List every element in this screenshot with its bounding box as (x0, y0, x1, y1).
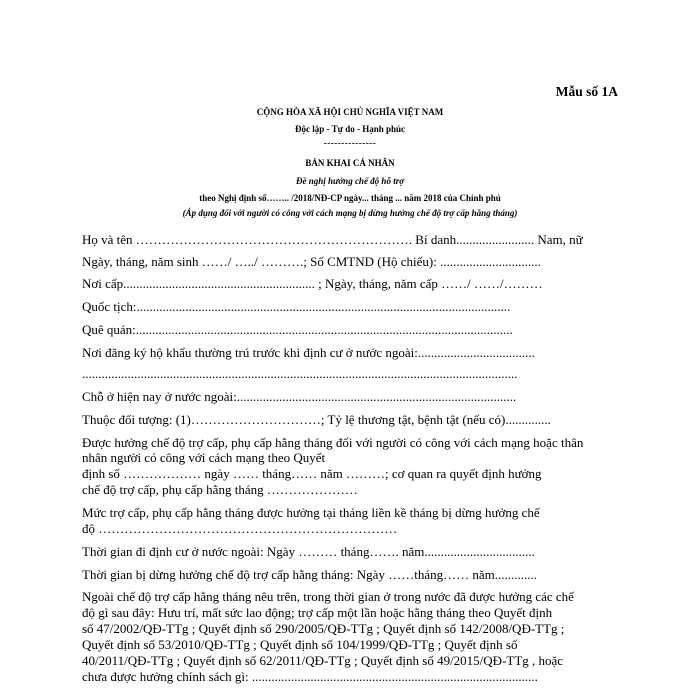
decree-reference: theo Nghị định số…….. /2018/NĐ-CP ngày... tháng ... năm 2018 của Chính phủ (199, 193, 501, 203)
field-nationality: Quốc tịch:................................................................................................................... (82, 299, 511, 314)
field-other-line3: số 47/2002/QĐ-TTg ; Quyết định số 290/2005/QĐ-TTg ; Quyết định số 142/2008/QĐ-TTg ; (82, 621, 565, 636)
field-stop-time: Thời gian bị dừng hưởng chế độ trợ cấp hằng tháng: Ngày ……tháng…… năm............. (82, 567, 537, 582)
form-number: Mẫu số 1A (555, 84, 618, 99)
field-current-address: Chỗ ở hiện nay ở nước ngoài:...................................................................................... (82, 389, 517, 404)
field-other-line2: độ gì sau đây: Hưu trí, mất sức lao động; trợ cấp một lần hoặc hằng tháng theo Quyết định (82, 605, 553, 620)
field-allowance-line3: định số ……………… ngày …… tháng…… năm ………; cơ quan ra quyết định hưởng (82, 466, 542, 481)
field-abroad-time: Thời gian đi định cư ở nước ngoài: Ngày ……… tháng……. năm.................................. (82, 544, 535, 559)
field-category: Thuộc đối tượng: (1)…………………………; Tỷ lệ thương tật, bệnh tật (nếu có).............. (82, 412, 551, 427)
field-registration: Nơi đăng ký hộ khẩu thường trú trước khi định cư ở nước ngoài:.................................... (82, 345, 535, 360)
field-amount-line2: độ …………………………………………………………… (82, 521, 398, 536)
field-other-line6: chưa được hưởng chính sách gì: ........................................................................................ (82, 669, 538, 684)
nation-heading: CỘNG HÒA XÃ HỘI CHỦ NGHĨA VIỆT NAM (256, 107, 444, 117)
field-allowance-line1: Được hưởng chế độ trợ cấp, phụ cấp hằng tháng đối với người có công với cách mạng hoặc thân (82, 435, 584, 450)
field-allowance-line4: chế độ trợ cấp, phụ cấp hằng tháng ………………… (82, 482, 358, 497)
field-name: Họ và tên ………………………………………………………. Bí danh........................ Nam, nữ (82, 232, 583, 247)
field-other-line1: Ngoài chế độ trợ cấp hằng tháng nêu trên, trong thời gian ở trong nước đã được hưởng các chế (82, 589, 574, 604)
field-other-line4: Quyết định số 53/2010/QĐ-TTg ; Quyết định số 104/1999/QĐ-TTg ; Quyết định số (82, 637, 518, 652)
header-divider: --------------- (323, 138, 377, 148)
motto: Độc lập - Tự do - Hạnh phúc (294, 124, 405, 134)
applicability-note: (Áp dụng đối với người có công với cách mạng bị dừng hưởng chế độ trợ cấp hằng tháng) (182, 208, 518, 218)
field-amount-line1: Mức trợ cấp, phụ cấp hằng tháng được hưởng tại tháng liền kề tháng bị dừng hưởng chế (82, 505, 540, 520)
field-other-line5: 40/2011/QĐ-TTg ; Quyết định số 62/2011/QĐ-TTg ; Quyết định số 49/2015/QĐ-TTg , hoặc (82, 653, 564, 668)
document-title: BẢN KHAI CÁ NHÂN (305, 158, 395, 168)
document-subtitle: Đề nghị hưởng chế độ hỗ trợ (295, 176, 405, 186)
field-dob-id: Ngày, tháng, năm sinh ……/ …../ ……….; Số CMTND (Hộ chiếu): ............................... (82, 254, 541, 269)
field-registration-cont: ...................................................................................................................................... (82, 366, 518, 381)
field-allowance-line2: nhân người có công với cách mạng theo Quyết (82, 450, 326, 465)
field-issue-place: Nơi cấp........................................................... ; Ngày, tháng, năm cấp ……/ ……/……… (82, 276, 543, 291)
field-hometown: Quê quán:.................................................................................................................... (82, 322, 513, 337)
